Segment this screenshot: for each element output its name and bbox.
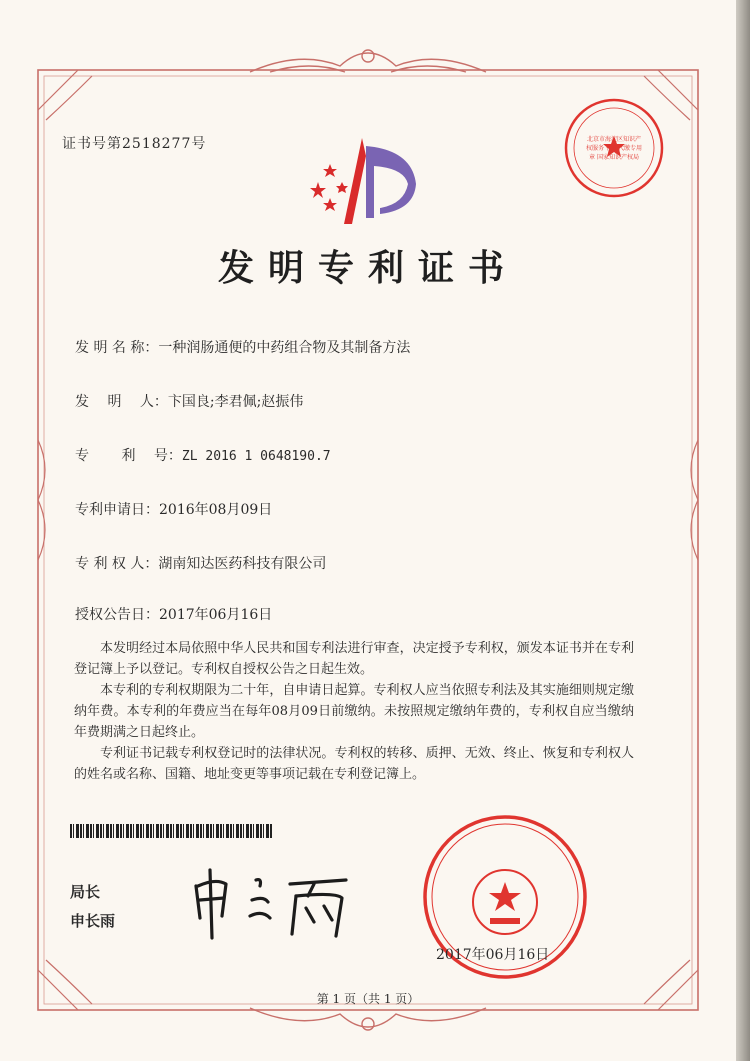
certificate-number: 证书号第2518277号 bbox=[62, 136, 207, 152]
field-label: 专利申请日： bbox=[75, 502, 159, 518]
page-title: 发明专利证书 bbox=[217, 247, 518, 289]
field-patentee bbox=[75, 553, 326, 573]
field-grant-date bbox=[75, 604, 272, 624]
signature-icon bbox=[186, 856, 356, 946]
issue-date: 2017年06月16日 bbox=[436, 947, 550, 963]
director-title: 局长 bbox=[70, 883, 101, 901]
field-value: ZL 2016 1 0648190.7 bbox=[181, 449, 331, 464]
field-value: 卞国良;李君佩;赵振伟 bbox=[167, 394, 304, 410]
service-seal-text: 北京市海淀区知识产权服务 代扣代缴专用章 国家知识产权局 bbox=[586, 135, 642, 161]
field-label: 专 利 号： bbox=[75, 448, 182, 464]
field-value: 湖南知达医药科技有限公司 bbox=[158, 556, 327, 572]
page-footer: 第 1 页（共 1 页） bbox=[316, 992, 420, 1006]
field-value: 一种润肠通便的中药组合物及其制备方法 bbox=[158, 340, 411, 356]
legal-paragraph: 本发明经过本局依照中华人民共和国专利法进行审查，决定授予专利权，颁发本证书并在专利登记簿上予以登记。专利权自授权公告之日起生效。 bbox=[74, 641, 634, 677]
field-value: 2016年08月09日 bbox=[159, 502, 273, 518]
field-label: 发 明 名 称： bbox=[75, 340, 159, 356]
barcode bbox=[70, 824, 273, 838]
cnipa-logo-icon bbox=[300, 126, 420, 226]
field-label: 专 利 权 人： bbox=[75, 556, 159, 572]
field-label: 授权公告日： bbox=[75, 607, 159, 623]
legal-text bbox=[74, 638, 634, 785]
page-edge bbox=[736, 0, 750, 1061]
legal-paragraph: 本专利的专利权期限为二十年，自申请日起算。专利权人应当依照专利法及其实施细则规定缴纳年费。本专利的年费应当在每年08月09日前缴纳。未按照规定缴纳年费的，专利权自应当缴纳年费期满之日起终止。 bbox=[74, 683, 634, 740]
field-label: 发 明 人： bbox=[75, 394, 168, 410]
official-seal-text bbox=[452, 1010, 453, 1011]
field-patent-number bbox=[75, 445, 331, 465]
director-name: 申长雨 bbox=[70, 912, 116, 930]
field-application-date bbox=[75, 499, 272, 519]
legal-paragraph: 专利证书记载专利权登记时的法律状况。专利权的转移、质押、无效、终止、恢复和专利权人的姓名或名称、国籍、地址变更等事项记载在专利登记簿上。 bbox=[74, 746, 634, 782]
field-inventors bbox=[75, 391, 303, 411]
field-invention-name bbox=[75, 337, 410, 357]
field-value: 2017年06月16日 bbox=[159, 607, 273, 623]
